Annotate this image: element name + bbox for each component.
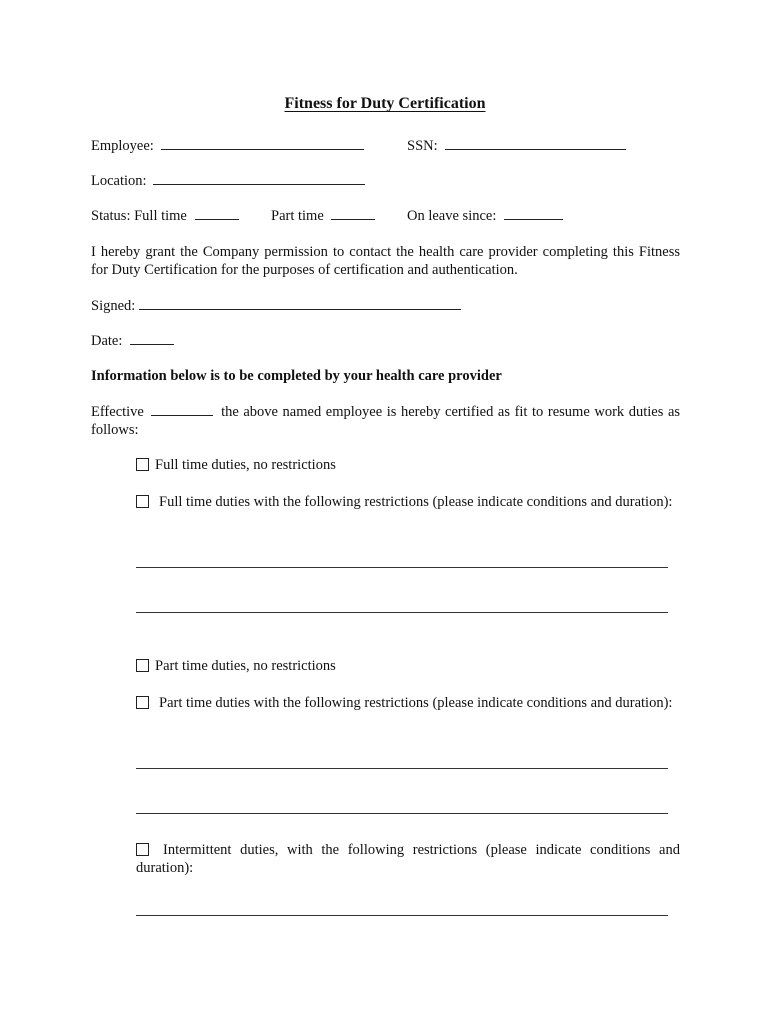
part-time-row bbox=[271, 207, 375, 225]
provider-heading: Information below is to be completed by your health care provider bbox=[91, 368, 502, 384]
date-label: Date: bbox=[91, 333, 123, 349]
on-leave-field[interactable] bbox=[504, 207, 563, 220]
full-time-restrictions-checkbox[interactable] bbox=[136, 495, 149, 508]
part-time-no-restrictions-checkbox[interactable] bbox=[136, 659, 149, 672]
status-row bbox=[91, 207, 239, 225]
location-row bbox=[91, 172, 365, 190]
employee-row bbox=[91, 137, 364, 155]
signature-field[interactable] bbox=[139, 297, 461, 310]
part-time-restrictions-line-2[interactable] bbox=[136, 813, 668, 814]
option-part-time-with-restrictions bbox=[136, 694, 680, 712]
date-row bbox=[91, 332, 174, 350]
signed-row bbox=[91, 297, 461, 315]
effective-date-field[interactable] bbox=[151, 403, 213, 416]
intermittent-restrictions-line-1[interactable] bbox=[136, 915, 668, 916]
full-time-field[interactable] bbox=[195, 207, 239, 220]
ssn-row bbox=[407, 137, 626, 155]
employee-label: Employee: bbox=[91, 138, 154, 154]
date-field[interactable] bbox=[130, 332, 174, 345]
option-full-time-with-restrictions bbox=[136, 493, 680, 511]
effective-text: the above named employee is hereby certified as fit to resume work duties as follows: bbox=[91, 404, 681, 438]
option-intermittent-duties bbox=[136, 841, 680, 877]
ssn-field[interactable] bbox=[445, 137, 626, 150]
option-label: Full time duties, no restrictions bbox=[155, 457, 336, 473]
effective-label: Effective bbox=[91, 404, 144, 420]
form-title: Fitness for Duty Certification bbox=[284, 95, 486, 112]
option-label: Part time duties with the following restrictions (please indicate conditions and duration): bbox=[159, 695, 673, 711]
ssn-label: SSN: bbox=[407, 138, 438, 154]
part-time-restrictions-checkbox[interactable] bbox=[136, 696, 149, 709]
intermittent-duties-checkbox[interactable] bbox=[136, 843, 149, 856]
full-time-restrictions-line-1[interactable] bbox=[136, 567, 668, 568]
part-time-restrictions-line-1[interactable] bbox=[136, 768, 668, 769]
option-label: Intermittent duties, with the following restrictions (please indicate conditions and duration): bbox=[136, 842, 680, 876]
full-time-no-restrictions-checkbox[interactable] bbox=[136, 458, 149, 471]
permission-paragraph: I hereby grant the Company permission to contact the health care provider completing this Fitness for Duty Certification for the purposes of certification and authentication. bbox=[91, 244, 680, 278]
option-full-time-no-restrictions bbox=[136, 457, 336, 474]
part-time-label: Part time bbox=[271, 208, 324, 224]
location-label: Location: bbox=[91, 173, 147, 189]
location-field[interactable] bbox=[153, 172, 365, 185]
part-time-field[interactable] bbox=[331, 207, 375, 220]
option-label: Part time duties, no restrictions bbox=[155, 658, 336, 674]
status-full-time-label: Status: Full time bbox=[91, 208, 187, 224]
signed-label: Signed: bbox=[91, 298, 136, 314]
on-leave-label: On leave since: bbox=[407, 208, 497, 224]
option-part-time-no-restrictions bbox=[136, 658, 336, 675]
on-leave-row bbox=[407, 207, 563, 225]
full-time-restrictions-line-2[interactable] bbox=[136, 612, 668, 613]
option-label: Full time duties with the following restrictions (please indicate conditions and duration): bbox=[159, 494, 673, 510]
effective-paragraph bbox=[91, 403, 680, 439]
employee-field[interactable] bbox=[161, 137, 364, 150]
